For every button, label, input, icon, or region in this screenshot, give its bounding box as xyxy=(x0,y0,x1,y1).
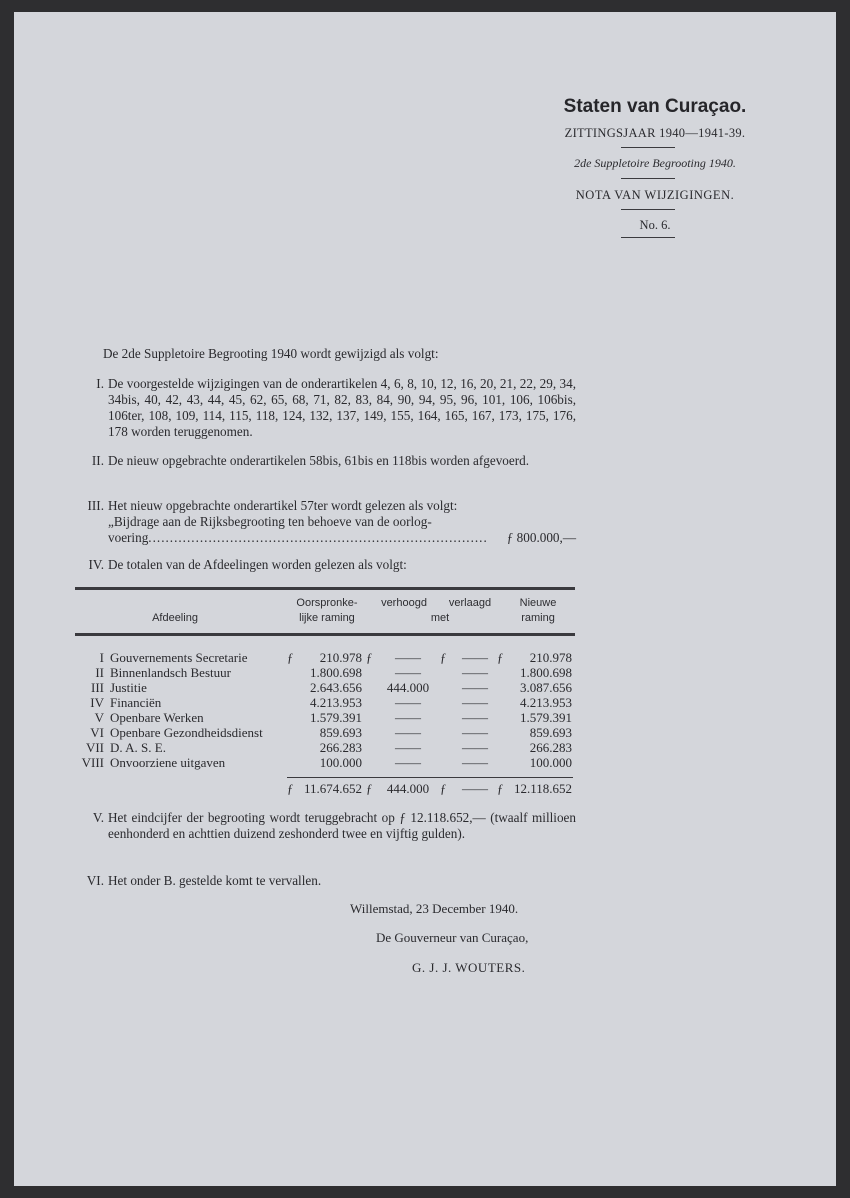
row-roman: VIII xyxy=(81,755,104,770)
row-afdeeling: D. A. S. E. xyxy=(110,740,166,755)
col-header-verhoogd: verhoogd xyxy=(381,597,427,609)
row-afdeeling: Financiën xyxy=(110,695,162,710)
nota-heading: NOTA VAN WIJZIGINGEN. xyxy=(575,188,735,202)
row-verhoogd: —— xyxy=(395,755,421,770)
col-header-nieuwe: Nieuwe raming xyxy=(519,597,557,624)
dot-leader: ............................................................................... xyxy=(148,530,488,545)
table-row xyxy=(72,710,582,725)
item-text: Het eindcijfer der begrooting wordt teruggebracht op ƒ 12.118.652,— (twaalf millioen eenhonderd en achttien duizend zeshonderd twee en vijftig gulden). xyxy=(108,810,576,841)
table-row xyxy=(72,725,582,740)
signatory-name: G. J. J. WOUTERS. xyxy=(412,960,526,975)
item-number: V. xyxy=(92,810,104,825)
item-number: IV. xyxy=(88,557,104,572)
amendment-item xyxy=(76,376,576,440)
row-roman: II xyxy=(95,665,104,680)
row-verlaagd: —— xyxy=(462,740,488,755)
currency-mark: ƒ xyxy=(366,650,373,665)
item-text: Het onder B. gestelde komt te vervallen. xyxy=(108,873,322,888)
row-verhoogd: —— xyxy=(395,695,421,710)
row-original: 100.000 xyxy=(319,755,362,770)
row-afdeeling: Justitie xyxy=(110,680,147,695)
signatory-office: De Gouverneur van Curaçao, xyxy=(376,930,529,945)
header-divider xyxy=(621,178,675,179)
row-afdeeling: Onvoorziene uitgaven xyxy=(110,755,226,770)
total-verlaagd: —— xyxy=(462,781,488,796)
header-divider xyxy=(621,147,675,148)
row-verlaagd: —— xyxy=(462,665,488,680)
session-year: ZITTINGSJAAR 1940—1941-39. xyxy=(564,126,746,140)
row-afdeeling: Openbare Werken xyxy=(110,710,204,725)
item-amount: ƒ 800.000,— xyxy=(506,530,576,545)
document-title: Staten van Curaçao. xyxy=(563,96,747,117)
row-verlaagd: —— xyxy=(462,725,488,740)
amendment-item xyxy=(76,810,576,842)
row-afdeeling: Openbare Gezondheidsdienst xyxy=(110,725,263,740)
supplement-title: 2de Suppletoire Begrooting 1940. xyxy=(574,156,736,170)
item-number: II. xyxy=(91,453,104,468)
currency-mark: ƒ xyxy=(287,781,294,796)
row-afdeeling: Gouvernements Secretarie xyxy=(110,650,248,665)
row-verhoogd: —— xyxy=(395,650,421,665)
amendment-item xyxy=(76,498,576,546)
item-quote-end: voering xyxy=(108,530,149,545)
col-header-verlaagd: verlaagd xyxy=(448,597,492,609)
row-afdeeling: Binnenlandsch Bestuur xyxy=(110,665,231,680)
row-roman: I xyxy=(99,650,104,665)
row-verhoogd: 444.000 xyxy=(386,680,430,695)
row-verhoogd: —— xyxy=(395,665,421,680)
item-number: I. xyxy=(96,376,104,391)
amendment-item xyxy=(76,453,576,469)
table-row xyxy=(72,680,582,695)
table-top-rule xyxy=(75,587,575,590)
row-nieuw: 266.283 xyxy=(529,740,572,755)
row-verhoogd: —— xyxy=(395,710,421,725)
row-original: 210.978 xyxy=(319,650,362,665)
table-row xyxy=(72,695,582,710)
amendment-item xyxy=(76,557,576,573)
total-nieuw: 12.118.652 xyxy=(513,781,572,796)
row-roman: III xyxy=(91,680,104,695)
row-roman: VI xyxy=(90,725,104,740)
table-totals-row xyxy=(72,781,582,796)
table-row xyxy=(72,755,582,770)
currency-mark: ƒ xyxy=(497,781,504,796)
row-original: 1.579.391 xyxy=(310,710,362,725)
table-sum-rule xyxy=(287,777,573,778)
row-verhoogd: —— xyxy=(395,740,421,755)
currency-mark: ƒ xyxy=(366,781,373,796)
row-original: 859.693 xyxy=(319,725,362,740)
amendment-item xyxy=(76,873,576,889)
currency-mark: ƒ xyxy=(497,650,504,665)
row-verlaagd: —— xyxy=(462,755,488,770)
table-row xyxy=(72,665,582,680)
row-roman: V xyxy=(94,710,104,725)
row-original: 266.283 xyxy=(319,740,362,755)
col-header-met: met xyxy=(430,612,450,624)
item-text: De nieuw opgebrachte onderartikelen 58bis, 61bis en 118bis worden afgevoerd. xyxy=(108,453,530,468)
table-header-rule xyxy=(75,633,575,636)
table-row xyxy=(72,650,582,665)
item-text: De totalen van de Afdeelingen worden gelezen als volgt: xyxy=(108,557,407,572)
row-roman: VII xyxy=(85,740,104,755)
total-original: 11.674.652 xyxy=(303,781,362,796)
row-verlaagd: —— xyxy=(462,650,488,665)
place-date: Willemstad, 23 December 1940. xyxy=(350,901,519,916)
item-text: Het nieuw opgebrachte onderartikel 57ter wordt gelezen als volgt: xyxy=(108,498,458,513)
col-header-afdeeling: Afdeeling xyxy=(152,612,198,624)
row-original: 4.213.953 xyxy=(310,695,362,710)
row-verhoogd: —— xyxy=(395,725,421,740)
header-divider xyxy=(621,209,675,210)
row-nieuw: 1.579.391 xyxy=(520,710,572,725)
row-original: 1.800.698 xyxy=(310,665,362,680)
row-nieuw: 100.000 xyxy=(529,755,572,770)
row-nieuw: 4.213.953 xyxy=(520,695,572,710)
row-original: 2.643.656 xyxy=(310,680,362,695)
row-nieuw: 210.978 xyxy=(529,650,572,665)
item-number: VI. xyxy=(86,873,104,888)
item-quote: „Bijdrage aan de Rijksbegrooting ten behoeve van de oorlog- xyxy=(108,514,432,529)
item-text: De voorgestelde wijzigingen van de onderartikelen 4, 6, 8, 10, 12, 16, 20, 21, 22, 29, 34, 34bis, 40, 42, 43, 44, 45, 62, 65, 68, 71, 82, 83, 84, 90, 94, 95, 96, 101, 106, 106bis, 106ter, 108, 109, 114, 115, 118, 124, 132, 137, 149, 155, 164, 165, 167, 173, 175, 176, 178 worden teruggenomen. xyxy=(108,376,576,439)
total-verhoogd: 444.000 xyxy=(386,781,430,796)
row-verlaagd: —— xyxy=(462,710,488,725)
row-verlaagd: —— xyxy=(462,680,488,695)
currency-mark: ƒ xyxy=(440,781,447,796)
item-number: III. xyxy=(87,498,104,513)
intro-paragraph: De 2de Suppletoire Begrooting 1940 wordt gewijzigd als volgt: xyxy=(103,346,439,361)
row-roman: IV xyxy=(90,695,104,710)
row-nieuw: 859.693 xyxy=(529,725,572,740)
nota-number: No. 6. xyxy=(639,218,671,232)
currency-mark: ƒ xyxy=(440,650,447,665)
table-row xyxy=(72,740,582,755)
header-divider xyxy=(621,237,675,238)
row-verlaagd: —— xyxy=(462,695,488,710)
col-header-original: Oorspronke- lijke raming xyxy=(296,597,358,624)
row-nieuw: 3.087.656 xyxy=(520,680,572,695)
row-nieuw: 1.800.698 xyxy=(520,665,572,680)
currency-mark: ƒ xyxy=(287,650,294,665)
